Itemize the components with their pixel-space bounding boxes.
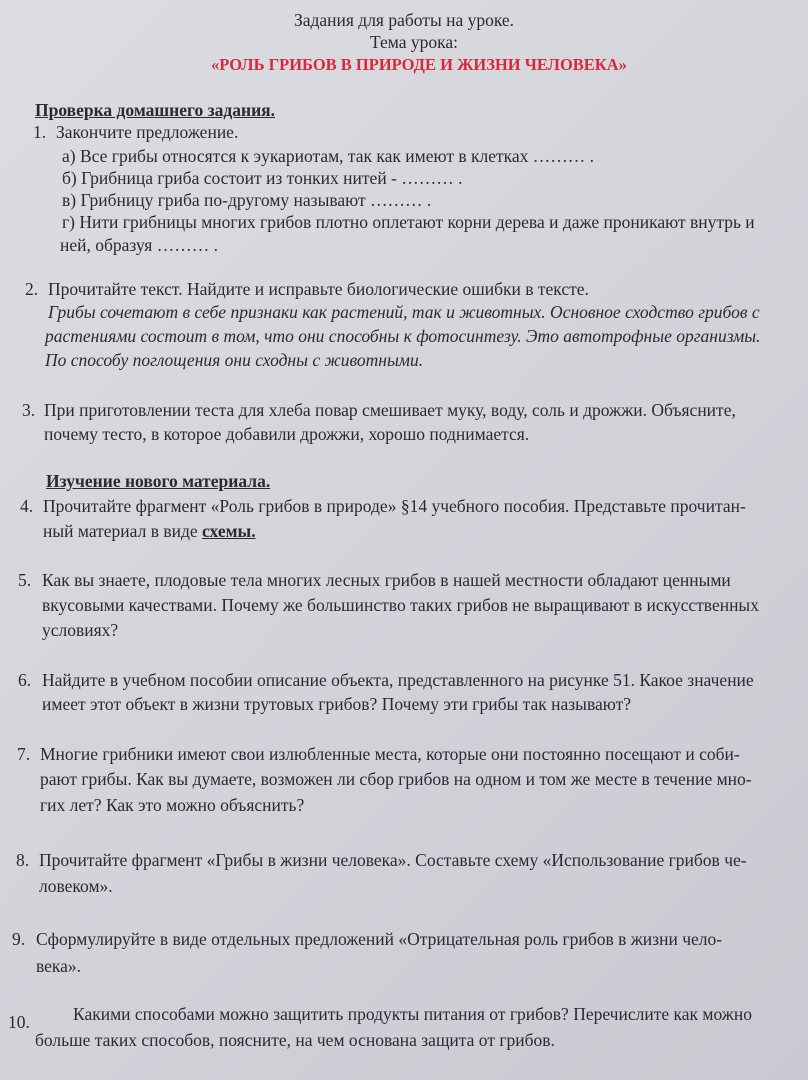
- header-line-2: Тема урока:: [369, 32, 458, 52]
- question-8-line2: ловеком».: [39, 876, 113, 896]
- question-6-line1: Найдите в учебном пособии описание объекта, представленного на рисунке 51. Какое значение: [42, 670, 754, 690]
- question-2-italic-1: Грибы сочетают в себе признаки как растений, так и животных. Основное сходство грибов с: [48, 302, 760, 322]
- question-7-line2: рают грибы. Как вы думаете, возможен ли сбор грибов на одном и том же месте в течение мно-: [40, 769, 752, 789]
- question-3-line2: почему тесто, в которое добавили дрожжи, хорошо поднимается.: [44, 424, 530, 444]
- question-number: 5.: [18, 570, 32, 590]
- question-number: 9.: [12, 929, 26, 949]
- question-5-line2: вкусовыми качествами. Почему же большинство таких грибов не выращивают в искусственных: [42, 595, 759, 615]
- question-4-line1: Прочитайте фрагмент «Роль грибов в природе» §14 учебного пособия. Представьте прочитан-: [43, 496, 746, 516]
- question-9-line2: века».: [36, 956, 82, 976]
- question-1-b: б) Грибница гриба состоит из тонких нитей - ……… .: [62, 168, 463, 188]
- question-3-line1: При приготовлении теста для хлеба повар смешивает муку, воду, соль и дрожжи. Объясните,: [44, 400, 736, 420]
- question-9-line1: Сформулируйте в виде отдельных предложений «Отрицательная роль грибов в жизни чело-: [36, 929, 723, 949]
- question-2-text: Прочитайте текст. Найдите и исправьте биологические ошибки в тексте.: [48, 279, 589, 299]
- question-1-d-line2: ней, образуя ……… .: [60, 235, 218, 255]
- header-line-1: Задания для работы на уроке.: [293, 10, 515, 30]
- question-1-text: Закончите предложение.: [56, 122, 239, 142]
- section-heading-homework: Проверка домашнего задания.: [35, 100, 276, 120]
- question-1-c: в) Грибницу гриба по-другому называют ……… .: [62, 190, 432, 210]
- question-number: 10.: [8, 1012, 30, 1032]
- question-5-line1: Как вы знаете, плодовые тела многих лесных грибов в нашей местности обладают ценными: [42, 570, 731, 590]
- question-number: 7.: [17, 744, 31, 764]
- question-7-line3: гих лет? Как это можно объяснить?: [40, 795, 305, 815]
- section-heading-new-material: Изучение нового материала.: [46, 471, 271, 491]
- question-number: 2.: [25, 279, 39, 299]
- question-2-italic-3: По способу поглощения они сходны с животными.: [45, 350, 424, 370]
- question-4-line2-text: ный материал в виде: [43, 521, 203, 541]
- question-8-line1: Прочитайте фрагмент «Грибы в жизни человека». Составьте схему «Использование грибов че-: [39, 850, 747, 870]
- question-4-line2: [43, 521, 256, 541]
- question-1-d-line1: г) Нити грибницы многих грибов плотно оплетают корни дерева и даже проникают внутрь и: [62, 212, 755, 232]
- question-10-line1: Какими способами можно защитить продукты питания от грибов? Перечислите как можно: [73, 1004, 752, 1024]
- question-2-italic-2: растениями состоит в том, что они способны к фотосинтезу. Это автотрофные организмы.: [45, 326, 761, 346]
- question-1-a: а) Все грибы относятся к эукариотам, так как имеют в клетках ……… .: [62, 146, 595, 166]
- question-number: 4.: [20, 496, 34, 516]
- question-5-line3: условиях?: [42, 620, 119, 640]
- question-7-line1: Многие грибники имеют свои излюбленные места, которые они постоянно посещают и соби-: [40, 744, 740, 764]
- lesson-title: «РОЛЬ ГРИБОВ В ПРИРОДЕ И ЖИЗНИ ЧЕЛОВЕКА»: [211, 55, 627, 74]
- question-4-scheme-word: схемы.: [202, 521, 256, 541]
- question-number: 1.: [33, 122, 47, 142]
- question-6-line2: имеет этот объект в жизни трутовых грибов? Почему эти грибы так называют?: [42, 694, 632, 714]
- question-number: 3.: [22, 400, 36, 420]
- question-10-line2: больше таких способов, поясните, на чем основана защита от грибов.: [35, 1030, 555, 1050]
- question-number: 6.: [18, 670, 32, 690]
- question-number: 8.: [16, 850, 30, 870]
